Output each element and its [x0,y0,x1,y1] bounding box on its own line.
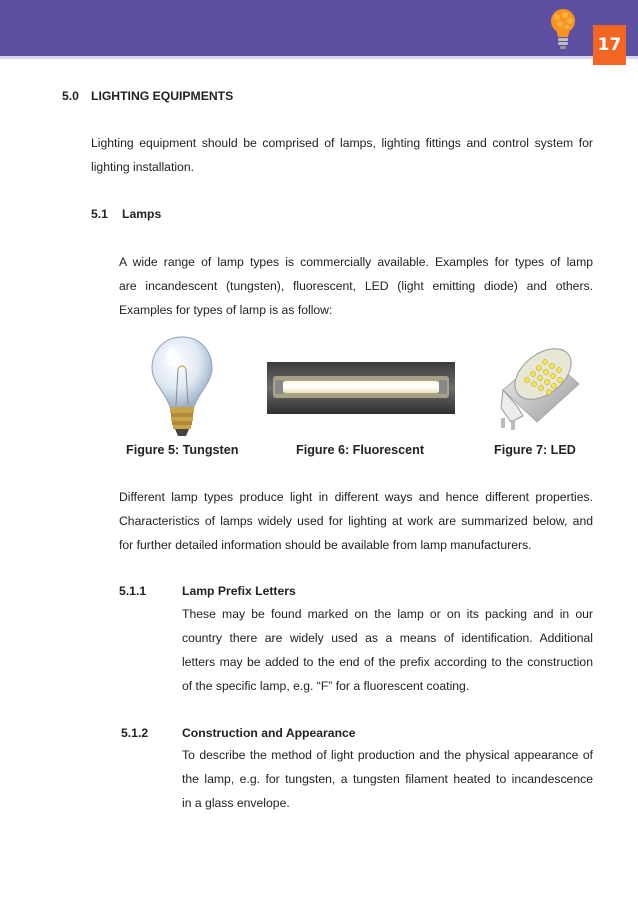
page-number-badge: 17 [593,25,626,65]
text-line: the lamp, e.g. for tungsten, a tungsten filament heated to incandescence [182,772,593,786]
text-line: To describe the method of light production and the physical appearance of [182,748,593,762]
section-title: LIGHTING EQUIPMENTS [91,89,234,103]
header-divider [0,56,638,59]
subsubsection-title: Lamp Prefix Letters [182,584,296,598]
text-line: lighting installation. [91,160,194,174]
lightbulb-logo-icon [546,7,580,51]
figure-caption-tungsten: Figure 5: Tungsten [126,443,239,457]
text-line: Examples for types of lamp is as follow: [119,303,333,317]
subsection-title: Lamps [122,207,162,221]
lamps-paragraph [119,250,593,322]
text-line: A wide range of lamp types is commercially available. Examples for types of lamp [119,255,593,269]
text-line: letters may be added to the end of the prefix according to the construction [182,655,593,669]
header-band [0,0,638,56]
led-bulb-icon [487,344,581,430]
subsection-number: 5.1 [91,207,108,221]
subsubsection-title: Construction and Appearance [182,726,356,740]
text-line: of the specific lamp, e.g. “F” for a fluorescent coating. [182,679,470,693]
properties-paragraph [119,485,593,557]
text-line: Different lamp types produce light in different ways and hence different properties. [119,490,593,504]
intro-paragraph [91,131,593,179]
text-line: Lighting equipment should be comprised of lamps, lighting fittings and control system for [91,136,593,150]
construction-paragraph [182,743,593,815]
text-line: country there are widely used as a means of identification. Additional [182,631,593,645]
figure-caption-led: Figure 7: LED [494,443,576,457]
figure-caption-fluorescent: Figure 6: Fluorescent [296,443,425,457]
tungsten-bulb-icon [150,335,214,440]
section-number: 5.0 [62,89,79,103]
text-line: are incandescent (tungsten), fluorescent, LED (light emitting diode) and others. [119,279,593,293]
text-line: for further detailed information should be available from lamp manufacturers. [119,538,532,552]
fluorescent-tube-icon [267,362,455,414]
text-line: in a glass envelope. [182,796,290,810]
subsubsection-number: 5.1.1 [119,584,147,598]
prefix-letters-paragraph [182,602,593,698]
text-line: Characteristics of lamps widely used for lighting at work are summarized below, and [119,514,593,528]
text-line: These may be found marked on the lamp or on its packing and in our [182,607,593,621]
subsubsection-number: 5.1.2 [121,726,149,740]
